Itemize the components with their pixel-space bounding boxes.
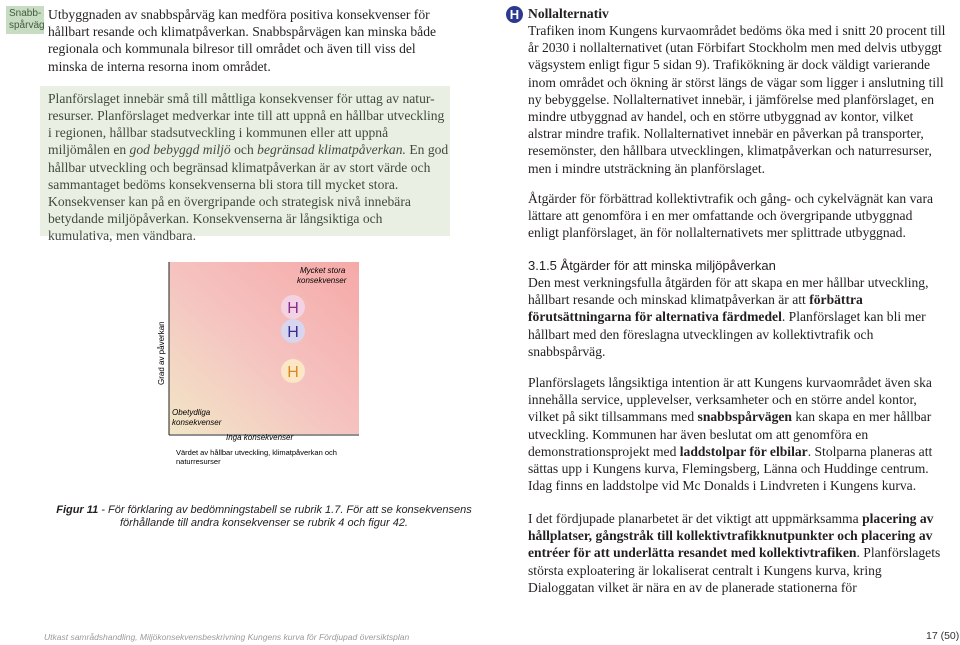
nollalternativ-heading: Nollalternativ [528,6,609,21]
section-paragraph-2 [528,374,946,494]
p4-text-e: . Stolparna planeras att sättas upp i Kungens kurva, Flemingsberg, Länna och Huddinge centrum. Idag finns en laddstolpe vid Mc Donalds i Lindvreten i Kungens kurva. [528,443,933,494]
p5-bold: placering av hållplatser, gångstråk till kollektivtrafikknutpunkter och placering av entréer för att underlätta resandet med kollektivtrafiken [528,511,934,561]
p3-bold: förbättra förutsättningarna för alternativa färdmedel [528,292,863,325]
section-tab [6,6,44,34]
figure-number: Figur 11 [56,504,99,516]
assessment-text [48,107,450,245]
x-label: Värdet av hållbar utveckling, klimatpåverkan och naturresurser [176,448,337,466]
zone-label-very-large: Mycket stora konsekvenser [297,266,347,285]
nollalternativ-paragraph: Trafiken inom Kungens kurvaområdet bedöms öka med i snitt 20 procent till år 2030 i nollalternativet (utan Förbifart Stockholm men med delvis utbyggt vägsystem enligt figur 5 sidan 9). Trafikökning är dock väldigt varierande inom området och ökning är störst längs de vägar som ligger i anslutning till ny bebyggelse. Nollalternativet innebär, i jämförelse med planförslaget, en mindre utbyggnad av handel, och en större utbyggnad av kontor, vilket alstrar mindre trafik. Nollalternativet innebär en påverkan på transporter, resemönster, den hållbara utvecklingen, klimatpåverkan och naturresurser, men i mindre utsträckning än planförslaget. [528,23,946,176]
p5-text-a: I det fördjupade planarbetet är det viktigt att uppmärksamma [528,511,863,526]
footer-text: Utkast samrådshandling, Miljökonsekvensbeskrivning Kungens kurva för Fördjupad översiktsplan [44,632,410,642]
assessment-text-b: En god hållbar utveckling och begränsad klimatpåverkan är av stort värde och sammantaget bedöms konsekvenserna bli stora till mycket stora. Konsekvenser kan på en övergripande och strategisk nivå innebära betydande miljöpåverkan. Konsekvenserna är långsiktiga och kumulativa, men vändbara. [48,142,449,244]
assessment-italic-2: begränsad klimatpåverkan. [257,142,406,158]
assessment-och: och [230,142,258,158]
zone-label-none: Inga konsekvenser [226,433,294,442]
assessment-diagram [60,245,460,505]
assessment-text-a: resurser. Planförslaget medverkar inte till att uppnå en hållbar utveckling i regionen, hållbar stadsutveckling i kommunen eller att uppnå miljömålen en [48,108,445,158]
nollalternativ-badge: H [506,6,523,23]
p3-text-a: Den mest verkningsfulla åtgärden för att skapa en mer hållbar utveckling, hållbart resande och minskad klimatpåverkan är att [528,275,929,308]
y-label: Grad av påverkan [157,321,166,385]
section-paragraph-1 [528,274,946,360]
page-number: 17 (50) [926,630,960,642]
p5-text-c: . Planförslagets största exploatering är lokaliserat centralt i Kungens kurva, kring Dialoggatan vilket är nära en av de planerade stationerna för [528,545,941,595]
p4-bold-1: snabbspårvägen [697,409,792,425]
section-paragraph-3 [528,510,946,596]
marker-h-orange: H [287,364,299,381]
figure-caption-text: - För förklaring av bedömningstabell se rubrik 1.7. För att se konsekvensens förhållande till andra konsekvenser se rubrik 4 och figur 42. [98,504,472,529]
assessment-italic-1: god bebyggd miljö [129,142,231,158]
p4-bold-2: laddstolpar för elbilar [679,443,808,459]
assessment-first-line: Planförslaget innebär små till måttliga konsekvenser för uttag av natur- [48,91,435,106]
section-heading: 3.1.5 Åtgärder för att minska miljöpåverkan [528,258,776,273]
marker-h-blue: H [287,324,299,341]
intro-paragraph: Utbyggnaden av snabbspårväg kan medföra positiva konsekvenser för hållbart resande och klimatpåverkan. Snabbspårvägen kan minska både regionala och kommunala bilresor till området och även till viss del minska de interna resorna inom området. [48,7,437,74]
p3-text-c: . Planförslaget kan bli mer hållbart med den föreslagna utvecklingen av kollektivtrafik och snabbspårväg. [528,309,926,359]
measures-paragraph: Åtgärder för förbättrad kollektivtrafik och gång- och cykelvägnät kan vara lättare att genomföra i en mer omfattande och övergripande utbyggnad enligt planförslaget, än för nollalternativets mer splittrade utbyggnad. [528,191,933,241]
figure-caption [44,504,484,530]
zone-label-insignificant: Obetydliga konsekvenser [172,408,222,427]
marker-h-purple: H [287,300,299,317]
p4-text-a: Planförslagets långsiktiga intention är att Kungens kurvaområdet även ska innehålla service, upplevelser, verksamheter och en större andel kontor, vilket på sikt tillsammans med [528,375,932,425]
section-tab-label: Snabb-spårväg [9,8,45,31]
p4-text-c: kan skapa en mer hållbar utveckling. Kommunen har även beslutat om att genomföra en demonstrationsprojekt med [528,409,932,459]
